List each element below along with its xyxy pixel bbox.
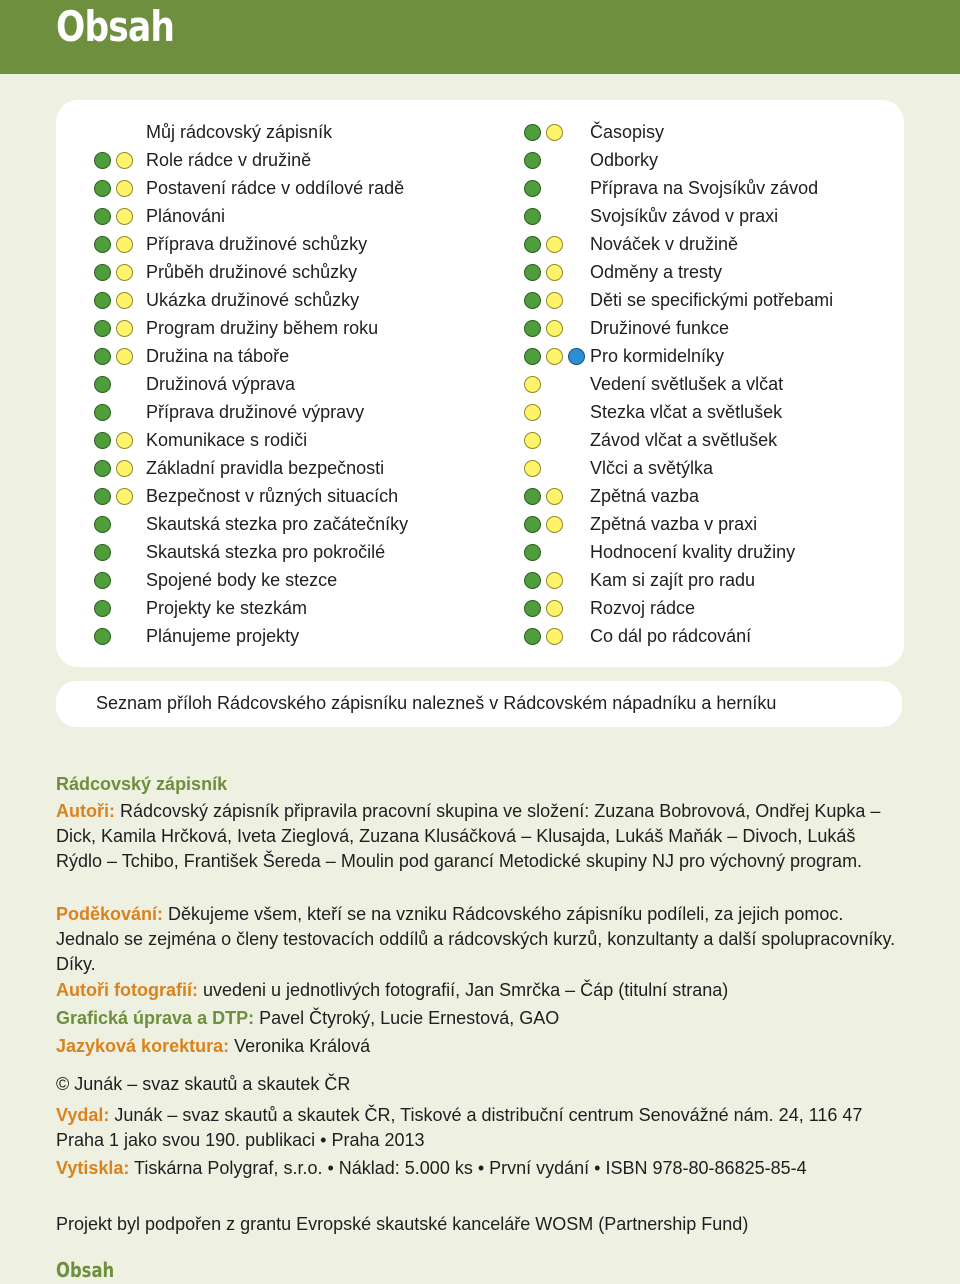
- toc-entry-label: Ukázka družinové schůzky: [146, 290, 360, 310]
- colophon-title-block: [56, 772, 896, 797]
- yellow-circle-icon: [116, 292, 133, 309]
- green-circle-icon: [94, 348, 111, 365]
- yellow-circle-icon: [116, 236, 133, 253]
- publisher-label: Vydal:: [56, 1105, 110, 1125]
- green-circle-icon: [524, 544, 541, 561]
- toc-entry-label: Skautská stezka pro pokročilé: [146, 542, 386, 562]
- page-title: Obsah: [56, 2, 175, 51]
- page-header: [0, 0, 960, 74]
- green-circle-icon: [524, 348, 541, 365]
- publisher-text: Junák – svaz skautů a skautek ČR, Tiskové a distribuční centrum Senovážné nám. 24, 116 47 Praha 1 jako svou 190. publikaci • Praha 2013: [56, 1105, 863, 1150]
- blue-circle-icon: [568, 348, 585, 365]
- green-circle-icon: [94, 572, 111, 589]
- photo-credits-text: uvedeni u jednotlivých fotografií, Jan Smrčka – Čáp (titulní strana): [197, 980, 729, 1000]
- toc-entry-label: Co dál po rádcování: [590, 626, 752, 646]
- green-circle-icon: [94, 432, 111, 449]
- green-circle-icon: [524, 572, 541, 589]
- yellow-circle-icon: [116, 488, 133, 505]
- yellow-circle-icon: [116, 432, 133, 449]
- green-circle-icon: [524, 488, 541, 505]
- green-circle-icon: [94, 404, 111, 421]
- toc-entry-label: Časopisy: [590, 122, 665, 142]
- green-circle-icon: [94, 292, 111, 309]
- appendix-text: Seznam příloh Rádcovského zápisníku nalezneš v Rádcovském nápadníku a herníku: [96, 693, 777, 713]
- yellow-circle-icon: [546, 124, 563, 141]
- green-circle-icon: [94, 488, 111, 505]
- green-circle-icon: [94, 376, 111, 393]
- colophon-title: Rádcovský zápisník: [56, 774, 228, 794]
- green-circle-icon: [524, 152, 541, 169]
- toc-entry-label: Družina na táboře: [146, 346, 290, 366]
- yellow-circle-icon: [116, 208, 133, 225]
- authors-block: [56, 799, 896, 874]
- toc-entry-label: Plánováni: [146, 206, 226, 226]
- yellow-circle-icon: [546, 236, 563, 253]
- authors-text: Rádcovský zápisník připravila pracovní skupina ve složení: Zuzana Bobrovová, Ondřej Kupka – Dick, Kamila Hrčková, Iveta Zieglová, Zuzana Klusáčková – Klusajda, Lukáš Maňák – Divoch, Lukáš Rýdlo – Tchibo, František Šereda – Moulin pod garancí Metodické skupiny NJ pro výchovný program.: [56, 801, 881, 871]
- yellow-circle-icon: [116, 320, 133, 337]
- toc-entry-label: Průběh družinové schůzky: [146, 262, 358, 282]
- toc-entry-label: Role rádce v družině: [146, 150, 312, 170]
- green-circle-icon: [94, 628, 111, 645]
- toc-entry-label: Zpětná vazba v praxi: [590, 514, 758, 534]
- green-circle-icon: [94, 236, 111, 253]
- green-circle-icon: [94, 516, 111, 533]
- toc-entry-label: Zpětná vazba: [590, 486, 700, 506]
- toc-entry-label: Hodnocení kvality družiny: [590, 542, 796, 562]
- yellow-circle-icon: [546, 572, 563, 589]
- footer-section-label: Obsah: [56, 1258, 115, 1282]
- green-circle-icon: [94, 600, 111, 617]
- yellow-circle-icon: [546, 600, 563, 617]
- green-circle-icon: [524, 236, 541, 253]
- photo-credits-block: [56, 978, 896, 1003]
- printer-label: Vytiskla:: [56, 1158, 130, 1178]
- green-circle-icon: [94, 152, 111, 169]
- grant-text: Projekt byl podpořen z grantu Evropské skautské kanceláře WOSM (Partnership Fund): [56, 1214, 749, 1234]
- proofreading-label: Jazyková korektura:: [56, 1036, 230, 1056]
- toc-entry-label: Kam si zajít pro radu: [590, 570, 756, 590]
- toc-entry-label: Odměny a tresty: [590, 262, 723, 282]
- authors-label: Autoři:: [56, 801, 115, 821]
- toc-entry-label: Děti se specifickými potřebami: [590, 290, 834, 310]
- toc-entry-label: Vedení světlušek a vlčat: [590, 374, 784, 394]
- toc-entry-label: Nováček v družině: [590, 234, 739, 254]
- yellow-circle-icon: [116, 460, 133, 477]
- toc-entry-label: Družinové funkce: [590, 318, 730, 338]
- table-of-contents: [56, 100, 904, 667]
- proofreading-block: [56, 1034, 896, 1059]
- printer-text: Tiskárna Polygraf, s.r.o. • Náklad: 5.000 ks • První vydání • ISBN 978-80-86825-85-4: [129, 1158, 807, 1178]
- toc-entry-label: Příprava na Svojsíkův závod: [590, 178, 819, 198]
- toc-entry-label: Bezpečnost v různých situacích: [146, 486, 399, 506]
- toc-entry-label: Plánujeme projekty: [146, 626, 300, 646]
- green-circle-icon: [94, 264, 111, 281]
- green-circle-icon: [94, 544, 111, 561]
- yellow-circle-icon: [546, 516, 563, 533]
- toc-entry-label: Základní pravidla bezpečnosti: [146, 458, 385, 478]
- toc-entry-label: Postavení rádce v oddílové radě: [146, 178, 405, 198]
- green-circle-icon: [94, 180, 111, 197]
- publisher-block: [56, 1103, 896, 1153]
- thanks-text: Děkujeme všem, kteří se na vzniku Rádcovského zápisníku podíleli, za jejich pomoc. Jednalo se zejména o členy testovacích oddílů a rádcovských kurzů, konzultanty a další spolupracovníky. Díky.: [56, 904, 896, 974]
- toc-entry-label: Příprava družinové schůzky: [146, 234, 368, 254]
- toc-entry-label: Vlčci a světýlka: [590, 458, 714, 478]
- toc-entry-label: Můj rádcovský zápisník: [146, 122, 333, 142]
- toc-entry-label: Závod vlčat a světlušek: [590, 430, 778, 450]
- thanks-label: Poděkování:: [56, 904, 164, 924]
- copyright-block: [56, 1072, 896, 1097]
- toc-entry-label: Skautská stezka pro začátečníky: [146, 514, 409, 534]
- photo-credits-label: Autoři fotografií:: [56, 980, 198, 1000]
- yellow-circle-icon: [546, 628, 563, 645]
- toc-entry-label: Družinová výprava: [146, 374, 296, 394]
- toc-entry-label: Projekty ke stezkám: [146, 598, 308, 618]
- thanks-block: [56, 902, 896, 977]
- proofreading-text: Veronika Králová: [229, 1036, 371, 1056]
- copyright-text: © Junák – svaz skautů a skautek ČR: [56, 1074, 351, 1094]
- green-circle-icon: [524, 516, 541, 533]
- yellow-circle-icon: [524, 432, 541, 449]
- yellow-circle-icon: [116, 152, 133, 169]
- green-circle-icon: [524, 320, 541, 337]
- toc-entry-label: Stezka vlčat a světlušek: [590, 402, 783, 422]
- yellow-circle-icon: [116, 348, 133, 365]
- green-circle-icon: [524, 124, 541, 141]
- yellow-circle-icon: [546, 320, 563, 337]
- green-circle-icon: [94, 208, 111, 225]
- appendix-note: [56, 681, 902, 727]
- green-circle-icon: [94, 460, 111, 477]
- dtp-label: Grafická úprava a DTP:: [56, 1008, 255, 1028]
- yellow-circle-icon: [546, 264, 563, 281]
- toc-entry-label: Komunikace s rodiči: [146, 430, 308, 450]
- dtp-text: Pavel Čtyroký, Lucie Ernestová, GAO: [254, 1008, 560, 1028]
- printer-block: [56, 1156, 896, 1181]
- yellow-circle-icon: [116, 180, 133, 197]
- toc-entry-label: Program družiny během roku: [146, 318, 379, 338]
- green-circle-icon: [524, 600, 541, 617]
- green-circle-icon: [94, 320, 111, 337]
- yellow-circle-icon: [546, 348, 563, 365]
- green-circle-icon: [524, 264, 541, 281]
- toc-entry-label: Příprava družinové výpravy: [146, 402, 365, 422]
- green-circle-icon: [524, 208, 541, 225]
- toc-entry-label: Rozvoj rádce: [590, 598, 696, 618]
- green-circle-icon: [524, 292, 541, 309]
- yellow-circle-icon: [116, 264, 133, 281]
- dtp-block: [56, 1006, 896, 1031]
- toc-entry-label: Svojsíkův závod v praxi: [590, 206, 779, 226]
- yellow-circle-icon: [546, 488, 563, 505]
- yellow-circle-icon: [546, 292, 563, 309]
- yellow-circle-icon: [524, 376, 541, 393]
- yellow-circle-icon: [524, 460, 541, 477]
- toc-entry-label: Spojené body ke stezce: [146, 570, 338, 590]
- toc-entry-label: Odborky: [590, 150, 659, 170]
- green-circle-icon: [524, 628, 541, 645]
- yellow-circle-icon: [524, 404, 541, 421]
- grant-block: [56, 1212, 896, 1237]
- green-circle-icon: [524, 180, 541, 197]
- toc-entry-label: Pro kormidelníky: [590, 346, 725, 366]
